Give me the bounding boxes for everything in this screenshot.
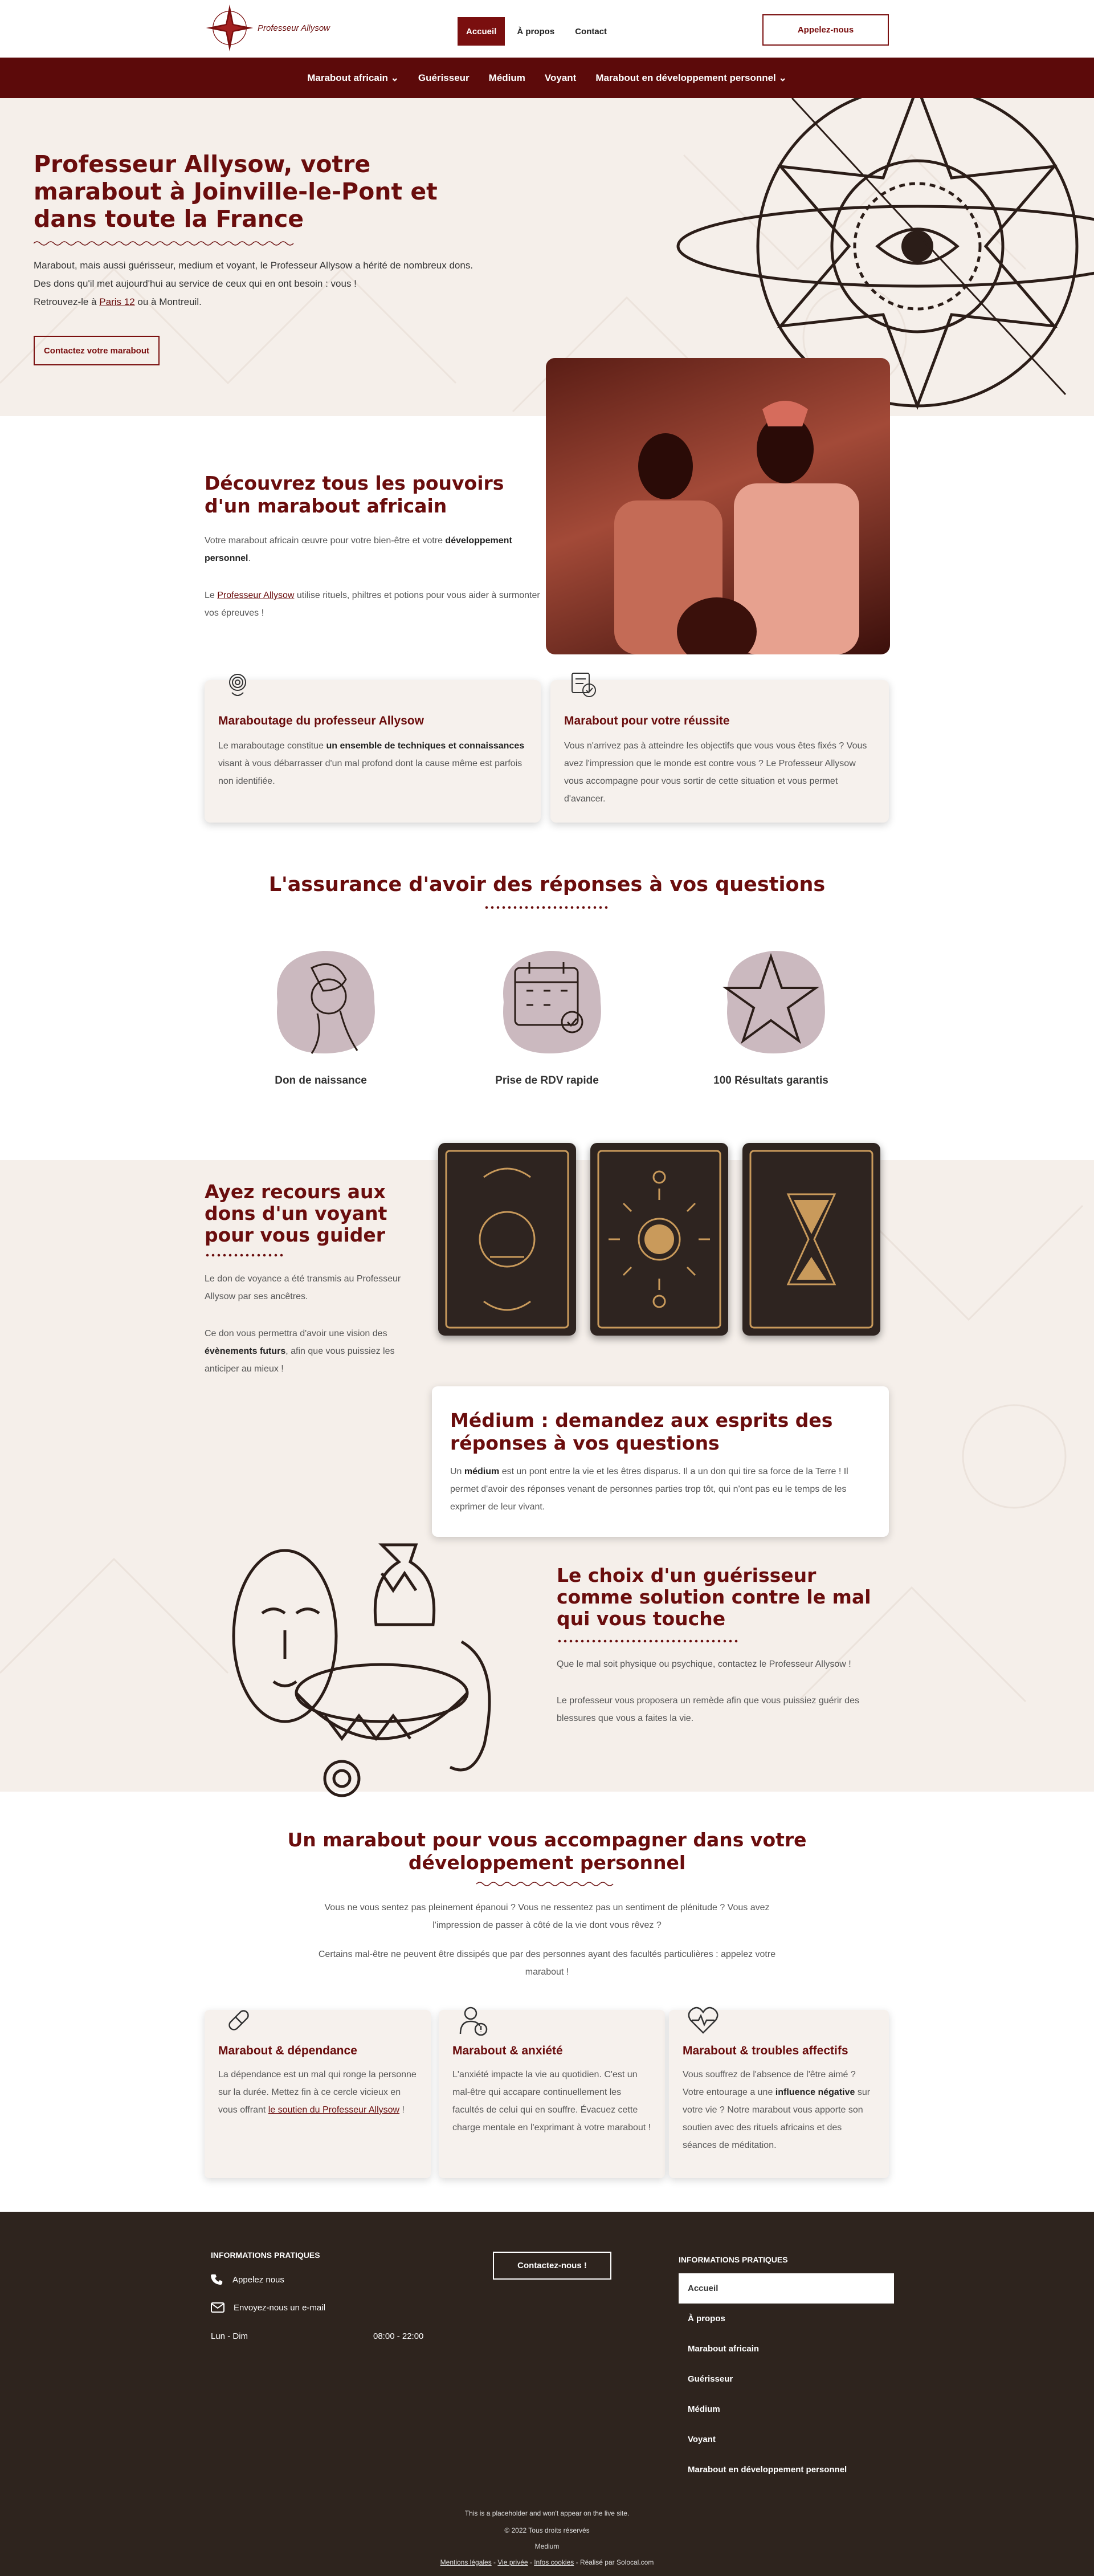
footer-nav-medium[interactable]: Médium [688, 2404, 720, 2414]
nav-medium[interactable]: Médium [488, 72, 525, 83]
development-title: Un marabout pour vous accompagner dans votre développement personnel [287, 1829, 807, 1874]
site-footer [0, 2212, 1094, 2576]
professeur-link[interactable]: Professeur Allysow [217, 591, 295, 600]
hero-title: Professeur Allysow, votre marabout à Joinville-le-Pont et dans toute la France [34, 150, 438, 233]
mail-icon [211, 2302, 224, 2313]
dotted-divider [484, 906, 610, 909]
card-dependance-text: La dépendance est un mal qui ronge la personne sur la durée. Mettez fin à ce cercle vicieux en vous offrant le soutien du Professeur Allysow ! [218, 2070, 417, 2115]
tarot-card-hourglass [742, 1143, 880, 1336]
card-troubles-title: Marabout & troubles affectifs [683, 2044, 848, 2057]
tarot-card-crystal [438, 1143, 576, 1336]
footer-info-title: INFORMATIONS PRATIQUES [211, 2251, 320, 2260]
medium-card [432, 1386, 889, 1537]
compass-star-icon [205, 3, 254, 52]
footer-nav [679, 2273, 894, 2485]
feature-don-label: Don de naissance [275, 1075, 367, 1086]
heart-pulse-icon [686, 2003, 720, 2037]
pill-icon [222, 2003, 256, 2037]
card-reussite [550, 680, 889, 823]
privacy-link[interactable]: Vie privée [497, 2558, 528, 2566]
footer-call-text: Appelez nous [232, 2274, 284, 2285]
nav-marabout-africain[interactable]: Marabout africain ⌄ [307, 72, 399, 83]
legal-link[interactable]: Mentions légales [440, 2558, 492, 2566]
healer-title: Le choix d'un guérisseur comme solution contre le mal qui vous touche [557, 1564, 871, 1630]
voyant-title: Ayez recours aux dons d'un voyant pour vous guider [205, 1181, 387, 1246]
call-us-button[interactable]: Appelez-nous [762, 14, 889, 46]
nav-about[interactable]: À propos [517, 26, 555, 36]
spiral-hand-icon [222, 669, 254, 701]
feature-don [241, 934, 401, 1087]
dotted-divider [557, 1639, 740, 1643]
footer-copyright: © 2022 Tous droits réservés [504, 2526, 590, 2534]
card-maraboutage-title: Maraboutage du professeur Allysow [218, 714, 424, 727]
footer-nav-guerisseur[interactable]: Guérisseur [688, 2374, 733, 2384]
hero-text-2: Des dons qu'il met aujourd'hui au service de ceux qui en ont besoin : vous ! [34, 278, 357, 289]
nav-contact[interactable]: Contact [575, 26, 607, 36]
card-reussite-text: Vous n'arrivez pas à atteindre les objectifs que vous vous êtes fixés ? Vous avez l'impression que le monde est contre vous ? Le Professeur Allysow vous accompagne pour vous sortir de cette situation et vous permet d'avancer. [564, 741, 867, 804]
card-troubles-text: Vous souffrez de l'absence de l'être aimé ? Votre entourage a une influence négative sur votre vie ? Notre marabout vous apporte son soutien avec des rituels africains et des séances de méditation. [683, 2070, 871, 2150]
feature-rdv [467, 934, 627, 1087]
card-maraboutage [205, 680, 541, 823]
person-alert-icon [456, 2003, 490, 2037]
footer-brand: Medium [534, 2542, 560, 2550]
powers-title: Découvrez tous les pouvoirs d'un marabout africain [205, 472, 504, 517]
logo[interactable] [205, 3, 330, 52]
calendar-icon [481, 934, 613, 1066]
dotted-divider [205, 1254, 285, 1257]
nav-guerisseur[interactable]: Guérisseur [418, 72, 470, 83]
top-bar [0, 0, 1094, 58]
nav-developpement[interactable]: Marabout en développement personnel ⌄ [595, 72, 787, 83]
footer-nav-title: INFORMATIONS PRATIQUES [679, 2255, 788, 2264]
phone-icon [211, 2273, 223, 2286]
footer-email-text: Envoyez-nous un e-mail [234, 2302, 325, 2313]
footer-nav-marabout[interactable]: Marabout africain [688, 2344, 760, 2354]
contact-marabout-button[interactable]: Contactez votre marabout [34, 336, 160, 365]
footer-placeholder: This is a placeholder and won't appear on the live site. [464, 2509, 630, 2517]
card-anxiete [439, 2010, 665, 2178]
card-anxiete-title: Marabout & anxiété [452, 2044, 563, 2057]
checklist-icon [568, 669, 599, 701]
powers-text-1: Votre marabout africain œuvre pour votre bien-être et votre développement personnel. [205, 536, 512, 563]
voyant-text-1: Le don de voyance a été transmis au Professeur Allysow par ses ancêtres. [205, 1274, 401, 1301]
feature-resultats [691, 934, 851, 1087]
footer-nav-developpement[interactable]: Marabout en développement personnel [688, 2465, 847, 2475]
squiggle-divider [476, 1880, 618, 1888]
assurance-title: L'assurance d'avoir des réponses à vos questions [268, 873, 826, 896]
nav-voyant[interactable]: Voyant [544, 72, 577, 83]
nav-home[interactable]: Accueil [458, 17, 505, 46]
footer-days: Lun - Dim [211, 2331, 248, 2341]
powers-text-2: Le Professeur Allysow utilise rituels, philtres et potions pour vous aider à surmonter vos épreuves ! [205, 591, 540, 618]
footer-nav-apropos[interactable]: À propos [688, 2314, 725, 2323]
voyant-text-2: Ce don vous permettra d'avoir une vision des évènements futurs, afin que vous puissiez les anticiper au mieux ! [205, 1329, 395, 1374]
card-dependance [205, 2010, 431, 2178]
site-header [0, 0, 1094, 98]
hero-text-3: Retrouvez-le à Paris 12 ou à Montreuil. [34, 296, 202, 307]
top-nav [458, 17, 615, 46]
medium-title: Médium : demandez aux esprits des réponses à vos questions [450, 1409, 833, 1454]
people-image [546, 358, 890, 654]
soutien-link[interactable]: le soutien du Professeur Allysow [268, 2105, 400, 2115]
marabout-photo [546, 358, 890, 654]
footer-nav-voyant[interactable]: Voyant [688, 2435, 716, 2444]
footer-legal-row: Mentions légales - Vie privée - Infos cookies - Réalisé par Solocal.com [440, 2558, 654, 2566]
crystal-ball-card-icon [438, 1143, 576, 1336]
squiggle-divider [34, 239, 295, 247]
african-artifacts-icon [222, 1528, 530, 1824]
footer-email-row[interactable] [211, 2302, 325, 2313]
paris-link[interactable]: Paris 12 [99, 296, 135, 307]
made-by: Réalisé par Solocal.com [579, 2558, 654, 2566]
feature-resultats-label: 100 Résultats garantis [713, 1075, 828, 1086]
hero-text-1: Marabout, mais aussi guérisseur, medium et voyant, le Professeur Allysow a hérité de nombreux dons. [34, 260, 473, 271]
development-text-1: Vous ne vous sentez pas pleinement épanoui ? Vous ne ressentez pas un sentiment de plénitude ? Vous avez l'impression de passer à côté de la vie dont vous rêvez ? [324, 1903, 770, 1930]
main-nav [0, 58, 1094, 98]
card-reussite-title: Marabout pour votre réussite [564, 714, 730, 727]
healer-text-1: Que le mal soit physique ou psychique, contactez le Professeur Allysow ! [557, 1659, 851, 1669]
medium-text: Un médium est un pont entre la vie et les êtres disparus. Il a un don qui tire sa force de la Terre ! Il permet d'avoir des réponses venant de personnes parties trop tôt, qui n'ont pas eu le temps de les exprimer de leur vivant. [450, 1467, 848, 1512]
tarot-card-sun [590, 1143, 728, 1336]
feature-rdv-label: Prise de RDV rapide [495, 1075, 599, 1086]
card-troubles [669, 2010, 889, 2178]
card-maraboutage-text: Le maraboutage constitue un ensemble de techniques et connaissances visant à vous débarrasser d'un mal profond dont la cause même est parfois non identifiée. [218, 741, 525, 786]
footer-call-row[interactable] [211, 2273, 284, 2286]
development-text-2: Certains mal-être ne peuvent être dissipés que par des personnes ayant des facultés particulières : appelez votre marabout ! [318, 1950, 776, 1977]
star-icon [705, 934, 837, 1066]
card-anxiete-text: L'anxiété impacte la vie au quotidien. C'est un mal-être qui accapare continuellement les facultés de celui qui en souffre. Évacuez cette charge mentale en l'exprimant à votre marabout ! [452, 2070, 651, 2133]
healer-text-2: Le professeur vous proposera un remède afin que vous puissiez guérir des blessures que vous a faites la vie. [557, 1696, 859, 1723]
footer-contact-button[interactable]: Contactez-nous ! [493, 2252, 611, 2280]
african-woman-icon [255, 934, 387, 1066]
hourglass-card-icon [742, 1143, 880, 1336]
card-dependance-title: Marabout & dépendance [218, 2044, 357, 2057]
footer-hours: 08:00 - 22:00 [373, 2331, 424, 2341]
logo-text: Professeur Allysow [258, 23, 330, 33]
footer-nav-accueil[interactable]: Accueil [679, 2273, 894, 2304]
cookies-link[interactable]: Infos cookies [534, 2558, 574, 2566]
sun-card-icon [590, 1143, 728, 1336]
